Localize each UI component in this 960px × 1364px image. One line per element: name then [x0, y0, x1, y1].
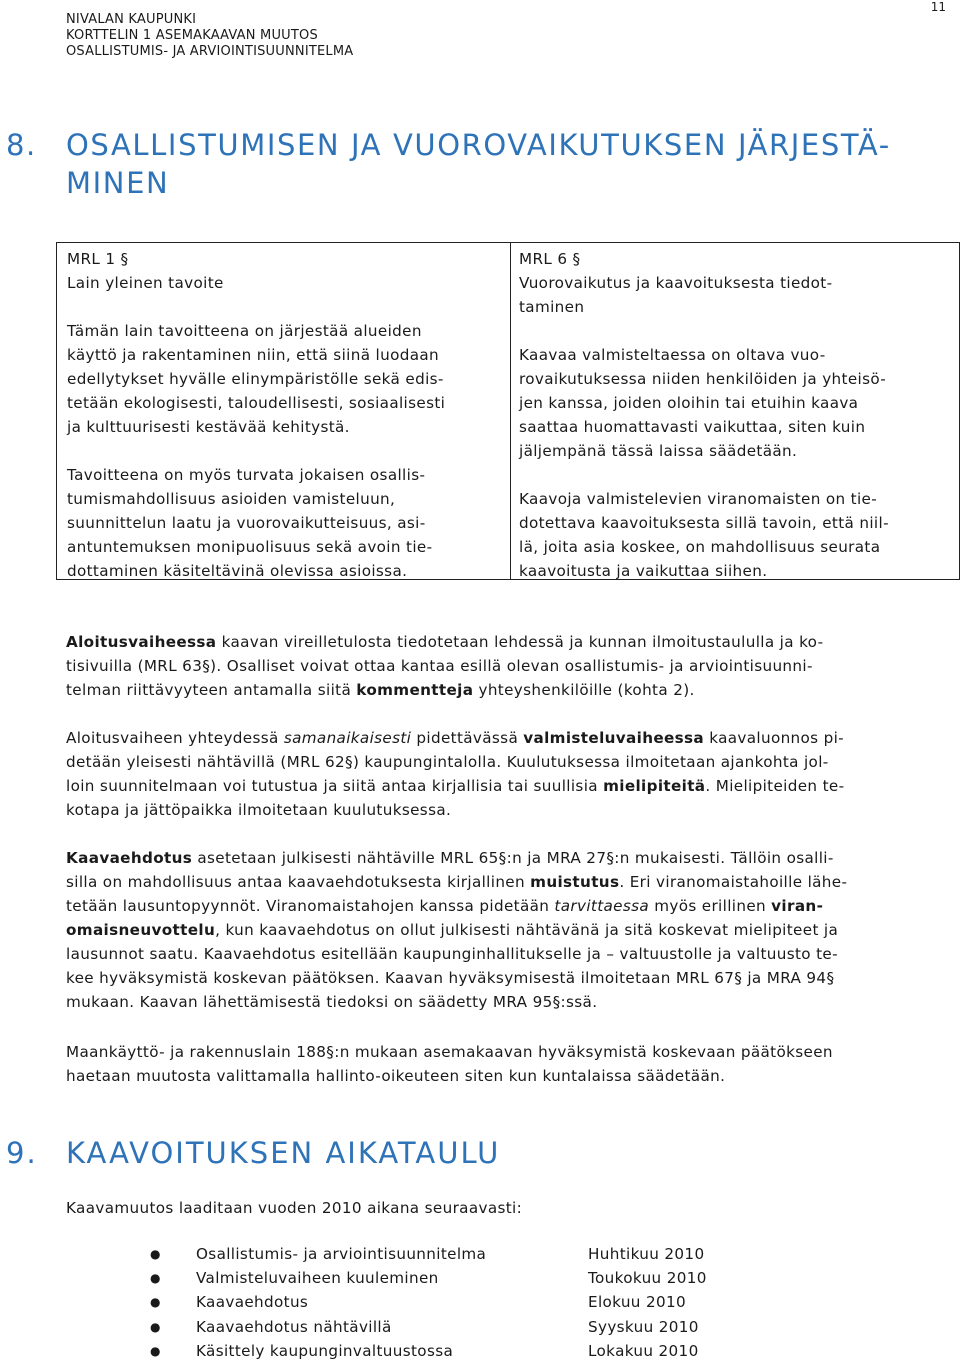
- text-line: tetään ekologisesti, taloudellisesti, sosiaalisesti: [67, 394, 446, 412]
- text-span: asetetaan julkisesti nähtäville MRL 65§:n ja MRA 27§:n mukaisesti. Tällöin osalli-: [192, 849, 834, 867]
- text-line: rovaikutuksessa niiden henkilöiden ja yhteisö-: [519, 370, 887, 388]
- paragraph-aloitusvaihe: [66, 630, 952, 702]
- text-span: yhteyshenkilöille (kohta 2).: [473, 681, 695, 699]
- bullet-icon: ●: [150, 1295, 161, 1310]
- law-reference: MRL 1 §: [67, 250, 129, 268]
- text-span: kaavaluonnos pi-: [704, 729, 845, 747]
- schedule-date: Lokakuu 2010: [588, 1341, 699, 1360]
- text-line: ja kulttuurisesti kestävää kehitystä.: [67, 418, 350, 436]
- text-span: silla on mahdollisuus antaa kaavaehdotuksesta kirjallinen: [66, 873, 531, 891]
- bold-term: Kaavaehdotus: [66, 849, 193, 867]
- schedule-intro: Kaavamuutos laaditaan vuoden 2010 aikana seuraavasti:: [66, 1199, 523, 1217]
- section-title-continuation: MINEN: [66, 166, 170, 200]
- list-item: [150, 1315, 707, 1339]
- list-item: [150, 1290, 707, 1314]
- text-span: . Eri viranomaistahoille lähe-: [619, 873, 848, 891]
- bold-term: mielipiteitä: [603, 777, 706, 795]
- text-line: antuntemuksen monipuolisuus sekä avoin tie-: [67, 538, 433, 556]
- bullet-icon: ●: [150, 1271, 161, 1286]
- list-item: [150, 1339, 707, 1363]
- text-line: tisivuilla (MRL 63§). Osalliset voivat ottaa kantaa esillä olevan osallistumis- ja arviointisuunni-: [66, 657, 813, 675]
- schedule-task: Kaavaehdotus nähtävillä: [196, 1317, 392, 1336]
- header-line: KORTTELIN 1 ASEMAKAAVAN MUUTOS: [66, 28, 318, 43]
- schedule-task: Kaavaehdotus: [196, 1293, 309, 1312]
- law-heading: Vuorovaikutus ja kaavoituksesta tiedot-: [519, 274, 833, 292]
- text-line: mukaan. Kaavan lähettämisestä tiedoksi on säädetty MRA 95§:ssä.: [66, 993, 598, 1011]
- text-line: Kaavaa valmisteltaessa on oltava vuo-: [519, 346, 826, 364]
- paragraph-kaavaehdotus: [66, 846, 952, 1014]
- text-line: kaavoitusta ja vaikuttaa siihen.: [519, 562, 768, 580]
- italic-term: tarvittaessa: [554, 897, 650, 915]
- bullet-icon: ●: [150, 1343, 161, 1358]
- law-heading: taminen: [519, 298, 585, 316]
- bullet-icon: ●: [150, 1247, 161, 1262]
- text-line: lä, joita asia koskee, on mahdollisuus seurata: [519, 538, 881, 556]
- text-line: lausunnot saatu. Kaavaehdotus esitellään kaupunginhallitukselle ja – valtuustolle ja valtuusto te-: [66, 945, 838, 963]
- text-span: Aloitusvaiheen yhteydessä: [66, 729, 284, 747]
- text-line: edellytykset hyvälle elinympäristölle sekä edis-: [67, 370, 444, 388]
- text-line: Tämän lain tavoitteena on järjestää alueiden: [67, 322, 422, 340]
- section-9-heading: [6, 1134, 500, 1172]
- text-line: haetaan muutosta valittamalla hallinto-oikeuteen siten kun kuntalaissa säädetään.: [66, 1067, 726, 1085]
- text-line: dotettava kaavoituksesta sillä tavoin, että niil-: [519, 514, 889, 532]
- schedule-task: Käsittely kaupunginvaltuustossa: [196, 1341, 454, 1360]
- list-item: [150, 1242, 707, 1266]
- text-line: kotapa ja jättöpaikka ilmoitetaan kuulutuksessa.: [66, 801, 452, 819]
- text-span: pidettävässä: [411, 729, 524, 747]
- bold-term: kommentteja: [356, 681, 474, 699]
- schedule-date: Syyskuu 2010: [588, 1317, 699, 1336]
- text-line: tumismahdollisuus asioiden vamisteluun,: [67, 490, 396, 508]
- text-line: Tavoitteena on myös turvata jokaisen osallis-: [67, 466, 426, 484]
- text-span: . Mielipiteiden te-: [705, 777, 845, 795]
- header-line: OSALLISTUMIS- JA ARVIOINTISUUNNITELMA: [66, 44, 354, 59]
- italic-term: samanaikaisesti: [283, 729, 412, 747]
- law-reference: MRL 6 §: [519, 250, 581, 268]
- schedule-date: Elokuu 2010: [588, 1293, 687, 1312]
- text-line: Kaavoja valmistelevien viranomaisten on tie-: [519, 490, 878, 508]
- schedule-date: Huhtikuu 2010: [588, 1245, 705, 1264]
- text-line: käyttö ja rakentaminen niin, että siinä luodaan: [67, 346, 439, 364]
- text-span: telman riittävyyteen antamalla siitä: [66, 681, 357, 699]
- bullet-icon: ●: [150, 1319, 161, 1334]
- header-line: NIVALAN KAUPUNKI: [66, 12, 197, 27]
- text-span: tetään lausuntopyynnöt. Viranomaistahojen kanssa pidetään: [66, 897, 555, 915]
- document-header: [66, 12, 353, 60]
- text-span: , kun kaavaehdotus on ollut julkisesti nähtävänä ja sitä koskevat mielipiteet ja: [215, 921, 839, 939]
- bold-term: Aloitusvaiheessa: [66, 633, 217, 651]
- schedule-task: Osallistumis- ja arviointisuunnitelma: [196, 1245, 487, 1264]
- bold-term: omaisneuvottelu: [66, 921, 216, 939]
- text-line: jäljempänä tässä laissa säädetään.: [519, 442, 798, 460]
- bold-term: muistutus: [530, 873, 620, 891]
- text-line: suunnittelun laatu ja vuorovaikutteisuus, asi-: [67, 514, 426, 532]
- bold-term: viran-: [771, 897, 824, 915]
- text-line: jen kanssa, joiden oloihin tai etuihin kaava: [519, 394, 859, 412]
- section-number: 8.: [6, 128, 37, 162]
- law-box-mrl6: [509, 242, 960, 580]
- section-title: KAAVOITUKSEN AIKATAULU: [66, 1136, 501, 1170]
- section-number: 9.: [6, 1136, 38, 1170]
- law-box-mrl1: [56, 242, 511, 580]
- text-line: saattaa huomattavasti vaikuttaa, siten kuin: [519, 418, 866, 436]
- section-8-heading: [6, 126, 936, 202]
- section-title: OSALLISTUMISEN JA VUOROVAIKUTUKSEN JÄRJESTÄ-: [66, 128, 891, 162]
- text-span: loin suunnitelmaan voi tutustua ja siitä antaa kirjallisia tai suullisia: [66, 777, 604, 795]
- schedule-task: Valmisteluvaiheen kuuleminen: [196, 1269, 439, 1288]
- list-item: [150, 1266, 707, 1290]
- bold-term: valmisteluvaiheessa: [523, 729, 705, 747]
- text-line: Maankäyttö- ja rakennuslain 188§:n mukaan asemakaavan hyväksymistä koskevaan päätökseen: [66, 1043, 833, 1061]
- text-span: myös erillinen: [649, 897, 772, 915]
- paragraph-valmisteluvaihe: [66, 726, 952, 822]
- schedule-list: [150, 1242, 707, 1363]
- text-span: kaavan vireilletulosta tiedotetaan lehdessä ja kunnan ilmoitustaululla ja ko-: [216, 633, 824, 651]
- paragraph-valitus: [66, 1040, 952, 1088]
- text-line: dottaminen käsiteltävinä olevissa asioissa.: [67, 562, 408, 580]
- schedule-date: Toukokuu 2010: [588, 1269, 707, 1288]
- text-line: kee hyväksymistä koskevan päätöksen. Kaavan hyväksymisestä ilmoitetaan MRL 67§ ja MRA 94§: [66, 969, 835, 987]
- law-heading: Lain yleinen tavoite: [67, 274, 224, 292]
- page-number: 11: [930, 0, 946, 14]
- text-line: detään yleisesti nähtävillä (MRL 62§) kaupungintalolla. Kuulutuksessa ilmoitetaan ajankohta jol-: [66, 753, 829, 771]
